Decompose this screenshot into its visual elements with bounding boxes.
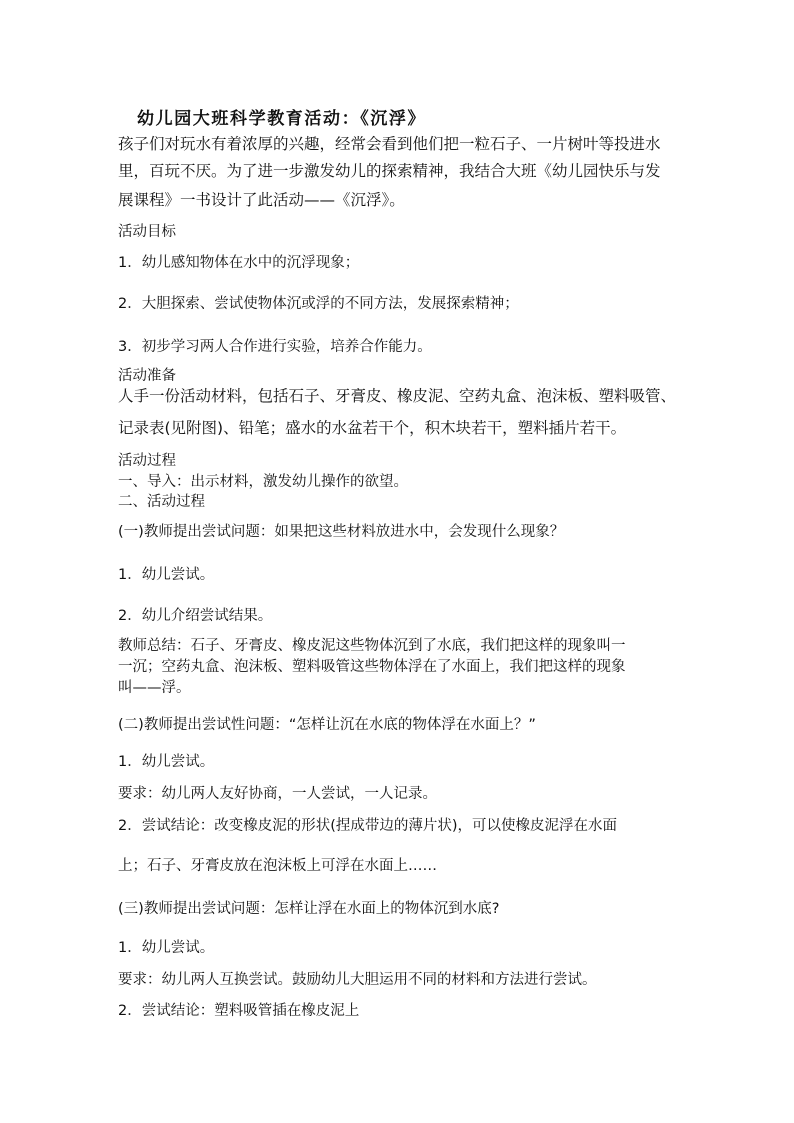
goal-item-1: 1．幼儿感知物体在水中的沉浮现象；	[118, 255, 360, 271]
goals-heading: 活动目标	[118, 224, 176, 240]
section-2-conclusion-line-2: 上；石子、牙膏皮放在泡沫板上可浮在水面上……	[118, 858, 437, 874]
preparation-line-2: 记录表(见附图)、铅笔；盛水的水盆若干个，积木块若干，塑料插片若干。	[118, 419, 627, 437]
goal-item-2: 2．大胆探索、尝试使物体沉或浮的不同方法，发展探索精神；	[118, 296, 519, 312]
document-title: 幼儿园大班科学教育活动：《沉浮》	[137, 109, 427, 129]
intro-line-2: 里，百玩不厌。为了进一步激发幼儿的探索精神，我结合大班《幼儿园快乐与发	[118, 162, 661, 180]
section-1-step-2: 2．幼儿介绍尝试结果。	[118, 608, 273, 624]
section-3-step-1: 1．幼儿尝试。	[118, 940, 215, 956]
section-2-step-1: 1．幼儿尝试。	[118, 754, 215, 770]
section-3-requirement: 要求：幼儿两人互换尝试。鼓励幼儿大胆运用不同的材料和方法进行尝试。	[118, 972, 597, 988]
intro-line-1: 孩子们对玩水有着浓厚的兴趣，经常会看到他们把一粒石子、一片树叶等投进水	[118, 135, 661, 153]
process-heading: 活动过程	[118, 453, 176, 469]
section-1-summary-line-2: 一沉；空药丸盒、泡沫板、塑料吸管这些物体浮在了水面上，我们把这样的现象	[118, 659, 626, 675]
process-part-2: 二、活动过程	[118, 494, 205, 510]
goal-item-3: 3．初步学习两人合作进行实验，培养合作能力。	[118, 339, 432, 355]
section-1-question: (一)教师提出尝试问题：如果把这些材料放进水中，会发现什么现象？	[118, 524, 565, 540]
preparation-heading: 活动准备	[118, 368, 176, 384]
section-3-question: (三)教师提出尝试问题：怎样让浮在水面上的物体沉到水底?	[118, 901, 500, 917]
intro-line-3: 展课程》一书设计了此活动——《沉浮》。	[118, 191, 405, 209]
section-2-question: (二)教师提出尝试性问题：“怎样让沉在水底的物体浮在水面上？”	[118, 717, 536, 733]
preparation-line-1: 人手一份活动材料，包括石子、牙膏皮、橡皮泥、空药丸盒、泡沫板、塑料吸管、	[118, 387, 677, 405]
section-2-conclusion-line-1: 2．尝试结论：改变橡皮泥的形状(捏成带边的薄片状)，可以使橡皮泥浮在水面	[118, 818, 618, 834]
section-3-conclusion: 2．尝试结论：塑料吸管插在橡皮泥上	[118, 1003, 360, 1019]
section-2-requirement: 要求：幼儿两人友好协商，一人尝试，一人记录。	[118, 786, 437, 802]
section-1-step-1: 1．幼儿尝试。	[118, 567, 215, 583]
section-1-summary-line-3: 叫——浮。	[118, 680, 191, 696]
section-1-summary-line-1: 教师总结：石子、牙膏皮、橡皮泥这些物体沉到了水底，我们把这样的现象叫一	[118, 638, 626, 654]
process-part-1: 一、导入：出示材料，激发幼儿操作的欲望。	[118, 474, 408, 490]
